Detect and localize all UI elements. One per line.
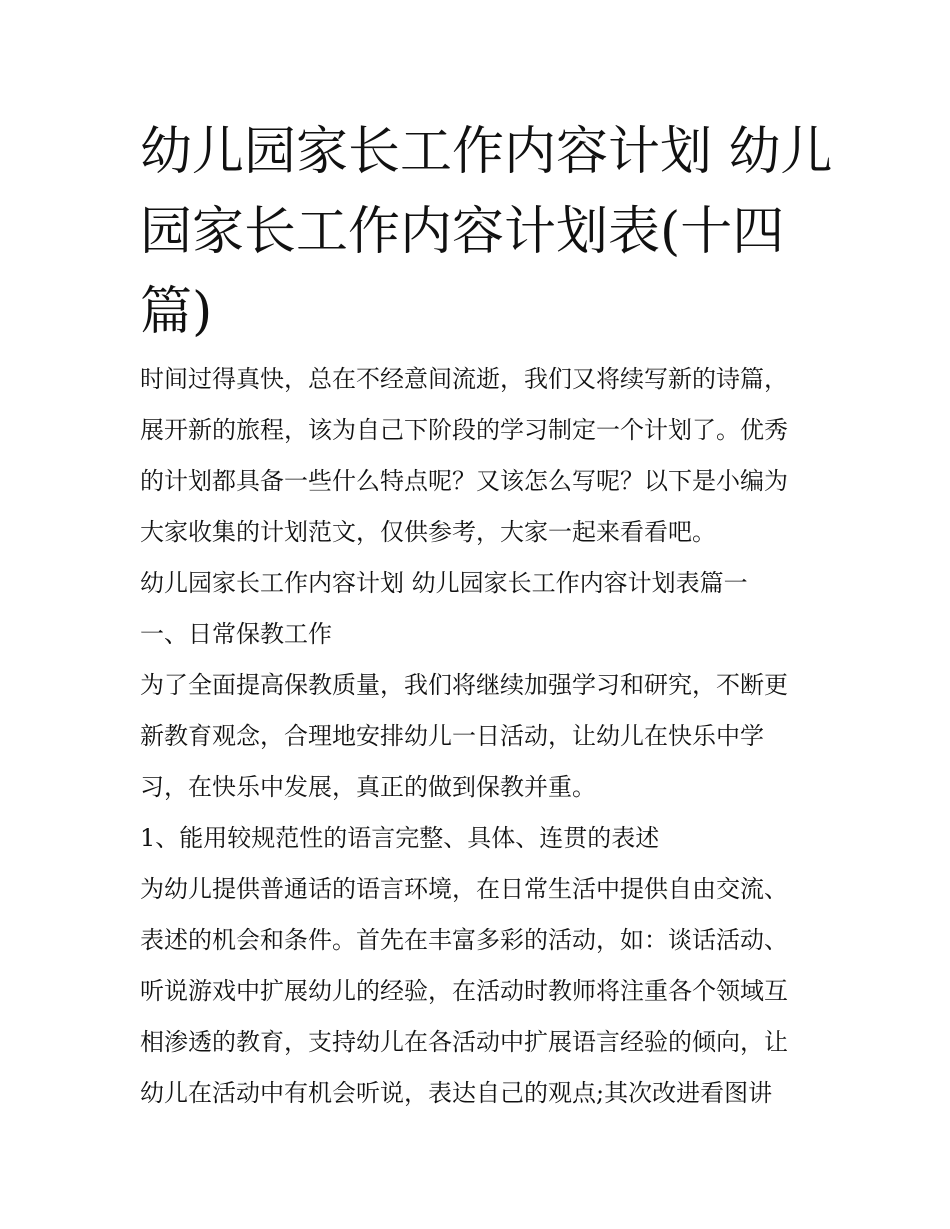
body-line: 为了全面提高保教质量，我们将继续加强学习和研究，不断更 xyxy=(140,671,788,699)
list-item-heading: 1、能用较规范性的语言完整、具体、连贯的表述 xyxy=(140,824,660,852)
body-line: 为幼儿提供普通话的语言环境，在日常生活中提供自由交流、 xyxy=(140,875,788,903)
body-line: 幼儿在活动中有机会听说，表达自己的观点;其次改进看图讲 xyxy=(140,1079,773,1107)
title-line-3: 篇) xyxy=(140,282,213,342)
body-line: 习，在快乐中发展，真正的做到保教并重。 xyxy=(140,773,596,801)
body-line: 时间过得真快，总在不经意间流逝，我们又将续写新的诗篇， xyxy=(140,365,788,393)
body-line: 的计划都具备一些什么特点呢？又该怎么写呢？以下是小编为 xyxy=(140,467,788,495)
title-line-2: 园家长工作内容计划表(十四 xyxy=(140,202,785,262)
body-line: 新教育观念，合理地安排幼儿一日活动，让幼儿在快乐中学 xyxy=(140,722,764,750)
title-line-1: 幼儿园家长工作内容计划 幼儿 xyxy=(140,122,833,182)
section-heading: 幼儿园家长工作内容计划 幼儿园家长工作内容计划表篇一 xyxy=(140,569,748,597)
body-line: 听说游戏中扩展幼儿的经验，在活动时教师将注重各个领域互 xyxy=(140,977,788,1005)
body-line: 展开新的旅程，该为自己下阶段的学习制定一个计划了。优秀 xyxy=(140,416,788,444)
document-body xyxy=(140,354,815,1119)
body-line: 大家收集的计划范文，仅供参考，大家一起来看看吧。 xyxy=(140,518,716,546)
subsection-heading: 一、日常保教工作 xyxy=(140,620,332,648)
document-title xyxy=(140,112,833,352)
body-line: 相渗透的教育，支持幼儿在各活动中扩展语言经验的倾向，让 xyxy=(140,1028,788,1056)
body-line: 表述的机会和条件。首先在丰富多彩的活动，如：谈话活动、 xyxy=(140,926,788,954)
